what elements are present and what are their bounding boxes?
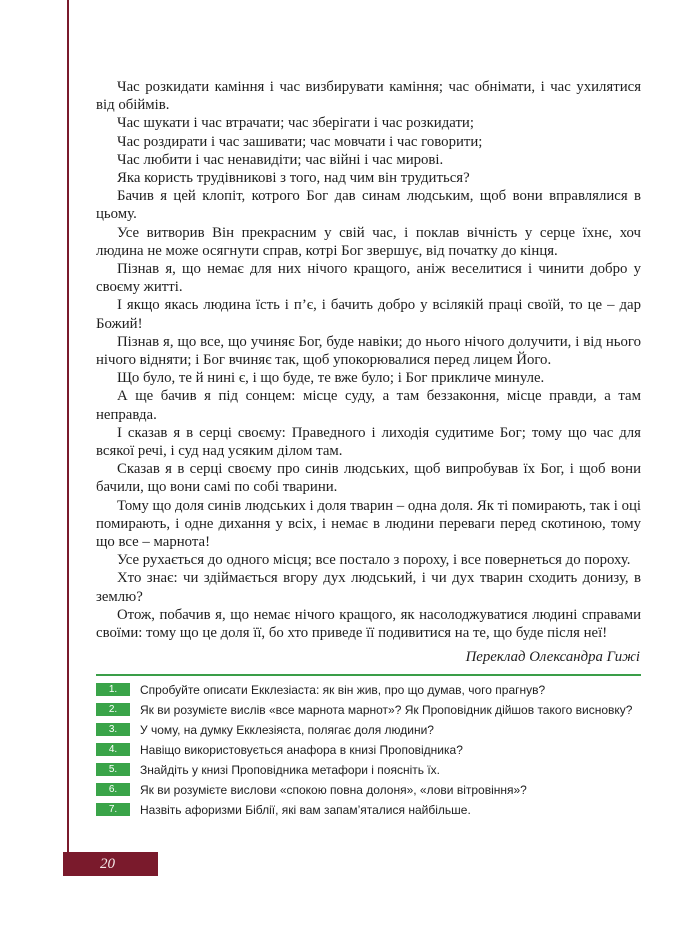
- section-divider: [96, 674, 641, 676]
- paragraph: Отож, побачив я, що немає нічого кращого, як насолоджуватися людині справами своїми: тому що це доля її, бо хто приведе її подивитися на те, що буде після неї!: [96, 606, 641, 642]
- question-text: Назвіть афоризми Біблії, які вам запам’яталися найбільше.: [140, 803, 471, 817]
- question-text: Знайдіть у книзі Проповідника метафори і поясніть їх.: [140, 763, 440, 777]
- question-number: 3.: [96, 723, 130, 736]
- paragraph: Хто знає: чи здіймається вгору дух людський, і чи дух тварин сходить донизу, в землю?: [96, 570, 641, 605]
- paragraph: Бачив я цей клопіт, котрого Бог дав синам людським, щоб вони вправлялися в цьому.: [96, 188, 641, 223]
- paragraph: Тому що доля синів людських і доля тварин – одна доля. Як ті помирають, так і оці помирають, і одне дихання у всіх, і немає в людини переваги перед скотиною, тому що все – марнота!: [96, 497, 641, 551]
- paragraph: Сказав я в серці своєму про синів людських, щоб випробував їх Бог, і щоб вони бачили, що вони самі по собі тварини.: [96, 461, 641, 496]
- paragraph: Пізнав я, що все, що учиняє Бог, буде навіки; до нього нічого долучити, і від нього нічого відняти; і Бог вчиняє так, щоб упокорювалися перед лицем Його.: [96, 333, 641, 369]
- question-item: [96, 762, 641, 778]
- paragraph: І сказав я в серці своєму: Праведного і лиходія судитиме Бог; тому що час для всякої речі, і суд над усяким ділом там.: [96, 424, 641, 460]
- translation-attribution: Переклад Олександра Гижі: [465, 649, 640, 665]
- paragraph: Пізнав я, що немає для них нічого кращого, аніж веселитися і чинити добро у своєму житті.: [96, 261, 641, 296]
- paragraph: І якщо якась людина їсть і п’є, і бачить добро у всілякій праці своїй, то це – дар Божий!: [96, 297, 641, 332]
- paragraph: А ще бачив я під сонцем: місце суду, а там беззаконня, місце правди, а там неправда.: [96, 388, 641, 423]
- question-item: [96, 782, 641, 798]
- question-text: Спробуйте описати Екклезіаста: як він жив, про що думав, чого прагнув?: [140, 683, 546, 697]
- question-text: У чому, на думку Екклезіяста, полягає доля людини?: [140, 723, 434, 737]
- questions-list: [96, 682, 641, 822]
- paragraph: Час шукати і час втрачати; час зберігати і час розкидати;: [117, 115, 474, 132]
- question-number: 7.: [96, 803, 130, 816]
- question-item: [96, 682, 641, 698]
- question-item: [96, 722, 641, 738]
- paragraph: Усе рухається до одного місця; все постало з пороху, і все повернеться до пороху.: [117, 552, 631, 569]
- paragraph: Що було, те й нині є, і що буде, те вже було; і Бог прикличе минуле.: [117, 370, 545, 387]
- question-item: [96, 742, 641, 758]
- question-number: 4.: [96, 743, 130, 756]
- paragraph: Час любити і час ненавидіти; час війні і час мирові.: [117, 151, 444, 168]
- question-number: 6.: [96, 783, 130, 796]
- question-text: Як ви розумієте вислів «все марнота марнот»? Як Проповідник дійшов такого висновку?: [140, 703, 633, 717]
- paragraph: Час розкидати каміння і час визбирувати каміння; час обнімати, і час ухилятися від обіймів.: [96, 79, 641, 114]
- scripture-text: [96, 78, 641, 642]
- question-item: [96, 702, 641, 718]
- question-text: Навіщо використовується анафора в книзі Проповідника?: [140, 743, 463, 757]
- question-text: Як ви розумієте вислови «спокою повна долоня», «лови вітровіння»?: [140, 783, 527, 797]
- page-number: 20: [100, 856, 115, 872]
- question-number: 2.: [96, 703, 130, 716]
- margin-line: [67, 0, 69, 858]
- question-number: 1.: [96, 683, 130, 696]
- paragraph: Час роздирати і час зашивати; час мовчати і час говорити;: [117, 133, 483, 150]
- question-item: [96, 802, 641, 818]
- paragraph: Усе витворив Він прекрасним у свій час, і поклав вічність у серце їхнє, хоч людина не може осягнути справ, котрі Бог звершує, від початку до кінця.: [96, 224, 641, 259]
- question-number: 5.: [96, 763, 130, 776]
- paragraph: Яка користь трудівникові з того, над чим він трудиться?: [117, 170, 470, 187]
